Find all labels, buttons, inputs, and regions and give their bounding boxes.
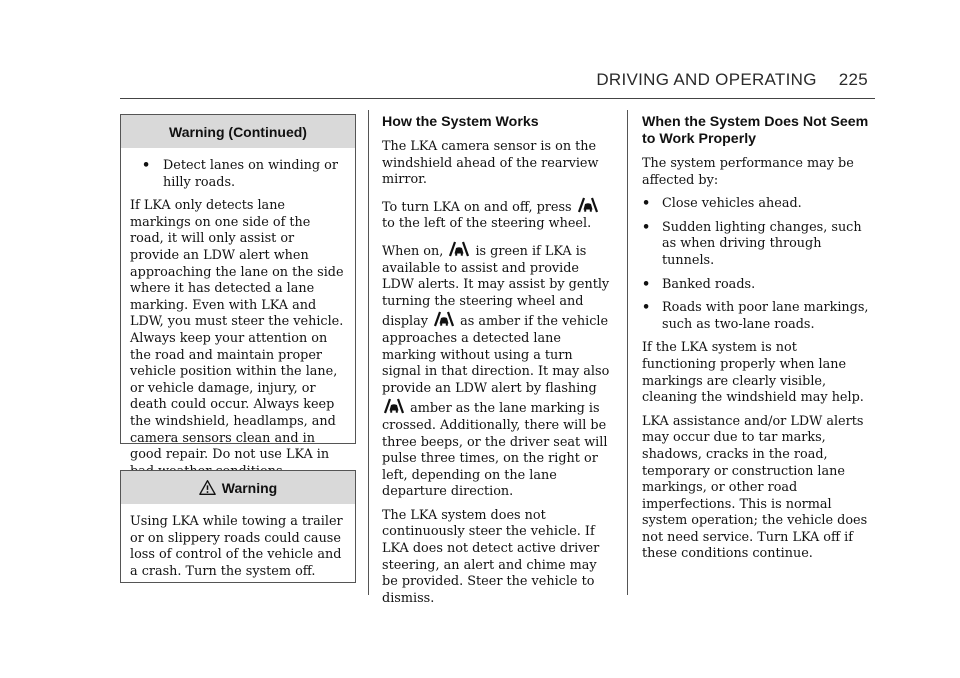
warning-header xyxy=(121,471,355,504)
list-item: • Sudden lighting changes, such as when driving through tunnels. xyxy=(642,219,862,268)
lane-keep-assist-icon xyxy=(433,310,455,327)
paragraph: If the LKA system is not functioning properly when lane markings are clearly visible, cleaning the windshield may help. xyxy=(642,340,864,406)
lane-keep-assist-icon xyxy=(448,240,470,257)
how-system-works-title: How the System Works xyxy=(382,114,539,130)
list-item: • Detect lanes on winding or hilly roads. xyxy=(142,158,339,190)
page-number: 225 xyxy=(838,70,868,89)
warning-continued-text: If LKA only detects lane markings on one side of the road, it will only assist or provide an LDW alert when approaching the lane on the side where it has detected a lane marking. Even with LKA and LDW, you must steer the vehicle. Always keep your attention on the road and maintain proper vehicle position within the lane, or vehicle damage, injury, or death could occur. Always keep the windshield, headlamps, and camera sensors clean and in good repair. Do not use LKA in xyxy=(130,198,344,463)
paragraph: The LKA system does not continuously steer the vehicle. If LKA does not detect active driver steering, an alert and chime may be provided. Steer the vehicle to dismiss. xyxy=(382,507,600,606)
column-divider-2 xyxy=(627,110,628,595)
paragraph: LKA assistance and/or LDW alerts may occur due to tar marks, shadows, cracks in the road, temporary or construction lane markings, or other road imperfections. This is normal system operation; the vehicle does not need service. Turn LKA off if these conditions continue. xyxy=(642,413,868,562)
warning-continued-title: Warning (Continued) xyxy=(121,115,355,148)
not-working-title: When the System Does Not Seem to Work Properly xyxy=(642,114,869,147)
running-header xyxy=(596,70,868,90)
warning-continued-box xyxy=(120,114,356,463)
warning-title: Warning xyxy=(221,479,278,496)
warning-text: Using LKA while towing a trailer or on slippery roads could cause loss of control of the vehicle and a crash. Turn the system off. xyxy=(130,514,343,579)
middle-column xyxy=(382,114,614,614)
column-divider-1 xyxy=(368,110,369,595)
lane-keep-assist-icon xyxy=(383,397,405,414)
right-column xyxy=(642,114,874,570)
paragraph: The LKA camera sensor is on the windshield ahead of the rearview mirror. xyxy=(382,139,599,188)
warning-triangle-icon xyxy=(199,479,216,496)
lane-keep-assist-icon xyxy=(577,196,599,213)
paragraph: The system performance may be affected by: xyxy=(642,156,854,188)
paragraph-when-on: When on, is green if LKA is available to assist and provide LDW alerts. It may assist by gently turning the steering wheel and display as amber if the vehicle approaches a detected lane marking without using a turn signal in that direction. It may also provide an LDW alert by flashing amber as the lane marking is crossed. Additionally, there will be three beeps, or the driver seat will pulse three times, on the right or left, depending on the lane departure direction. xyxy=(382,240,614,501)
section-title: DRIVING AND OPERATING xyxy=(596,70,817,89)
header-rule xyxy=(120,98,875,99)
list-item: • Roads with poor lane markings, such as two-lane roads. xyxy=(642,300,869,332)
list-item: • Banked roads. xyxy=(642,276,756,292)
warning-box xyxy=(120,470,356,583)
list-item: • Close vehicles ahead. xyxy=(642,196,802,212)
paragraph-turn-on-off: To turn LKA on and off, press to the left of the steering wheel. xyxy=(382,196,614,233)
